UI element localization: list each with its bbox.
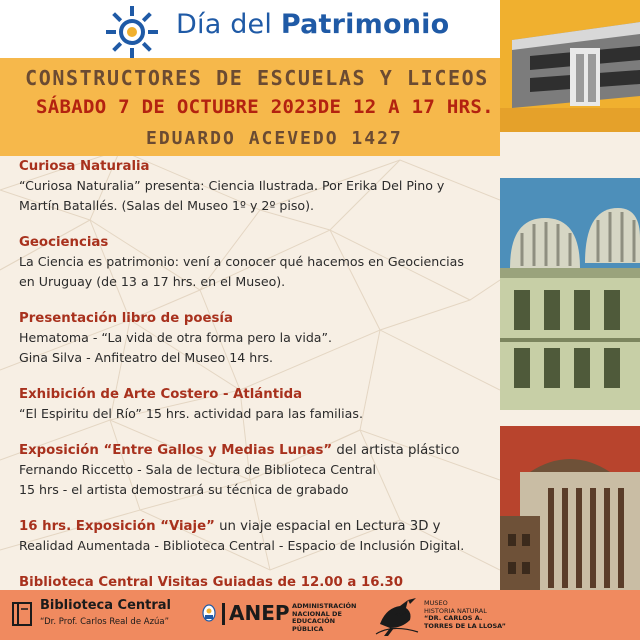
museum-line: “DR. CARLOS A. xyxy=(424,614,483,622)
museum-name xyxy=(424,600,534,630)
anep-divider xyxy=(222,603,225,625)
event-title-main: 16 hrs. Exposición “Viaje” xyxy=(19,519,215,534)
event-description: en Uruguay (de 13 a 17 hrs. en el Museo). xyxy=(19,274,286,289)
event-description: “Curiosa Naturalia” presenta: Ciencia Ilustrada. Por Erika Del Pino y xyxy=(19,178,445,193)
anep-subtitle xyxy=(292,603,362,633)
brand-title xyxy=(176,9,449,40)
event-title: Curiosa Naturalia xyxy=(19,159,150,174)
event-title-main: Exposición “Entre Gallos y Medias Lunas” xyxy=(19,443,333,458)
event-description: Realidad Aumentada - Biblioteca Central - Espacio de Inclusión Digital. xyxy=(19,538,465,553)
event-curiosa-naturalia xyxy=(19,157,497,216)
event-description: Martín Batallés. (Salas del Museo 1º y 2º piso). xyxy=(19,198,315,213)
library-subtitle: “Dr. Prof. Carlos Real de Azúa” xyxy=(40,617,170,627)
event-title xyxy=(19,441,497,460)
brand-prefix: Día del xyxy=(176,9,273,40)
museum-line: MUSEO xyxy=(424,599,448,607)
address: EDUARDO ACEVEDO 1427 xyxy=(146,128,403,149)
book-icon xyxy=(12,601,32,627)
museum-line: HISTORIA NATURAL xyxy=(424,606,487,615)
event-description: Hematoma - “La vida de otra forma pero la vida”. xyxy=(19,330,333,345)
anep-logo-text: ANEP xyxy=(229,601,290,625)
event-coastal-art xyxy=(19,385,497,424)
event-description: Fernando Riccetto - Sala de lectura de Biblioteca Central xyxy=(19,462,377,477)
modernist-building-illustration xyxy=(500,0,640,132)
event-title: Presentación libro de poesía xyxy=(19,311,233,326)
event-description: 15 hrs - el artista demostrará su técnica de grabado xyxy=(19,482,349,497)
event-title: Exhibición de Arte Costero - Atlántida xyxy=(19,387,303,402)
brand-main: Patrimonio xyxy=(280,9,450,40)
event-title xyxy=(19,517,497,536)
anep-subtitle-line: NACIONAL DE xyxy=(292,609,342,618)
sun-logo-icon xyxy=(104,4,160,60)
anep-subtitle-line: EDUCACIÓN PÚBLICA xyxy=(292,617,336,633)
bird-icon xyxy=(372,594,422,638)
event-title-rest: del artista plástico xyxy=(332,443,460,458)
event-viaje xyxy=(19,517,497,556)
date-line: SÁBADO 7 DE OCTUBRE 2023DE 12 A 17 HRS. xyxy=(36,96,494,118)
anep-subtitle-line: ADMINISTRACIÓN xyxy=(292,602,357,610)
museum-line: TORRES DE LA LLOSA” xyxy=(424,621,506,630)
brick-building-illustration xyxy=(500,426,640,600)
event-poetry-book xyxy=(19,309,497,368)
event-description: La Ciencia es patrimonio: vení a conocer qué hacemos en Geociencias xyxy=(19,254,464,269)
domed-building-illustration xyxy=(500,178,640,410)
event-gallos-medias-lunas xyxy=(19,441,497,500)
event-title: Biblioteca Central Visitas Guiadas de 12.00 a 16.30 xyxy=(19,575,404,590)
event-title: Geociencias xyxy=(19,235,109,250)
anep-emblem-icon xyxy=(202,604,216,622)
event-title-rest: un viaje espacial en Lectura 3D y xyxy=(214,519,441,534)
library-name: Biblioteca Central xyxy=(40,598,172,613)
footer-logo-bar xyxy=(0,590,640,640)
event-description: Gina Silva - Anfiteatro del Museo 14 hrs. xyxy=(19,350,274,365)
panel-spacer xyxy=(500,132,640,178)
event-geociencias xyxy=(19,233,497,292)
event-description: “El Espiritu del Río” 15 hrs. actividad para las familias. xyxy=(19,406,363,421)
event-list xyxy=(19,157,497,609)
headline: CONSTRUCTORES DE ESCUELAS Y LICEOS xyxy=(25,66,489,90)
